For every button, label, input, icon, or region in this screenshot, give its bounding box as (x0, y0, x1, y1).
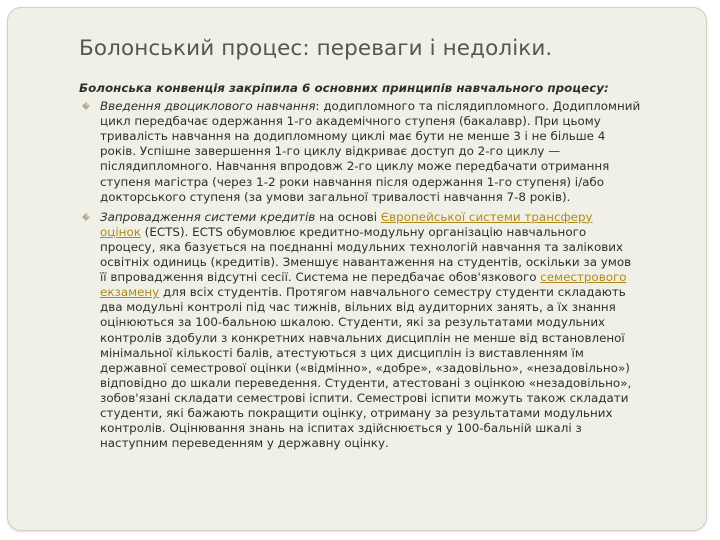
text-span: післядипломного. Навчання впродовж 2-го циклу може передбачати отримання (100, 159, 610, 174)
emphasis-text: Введення двоциклового навчання (100, 99, 316, 114)
emphasis-text: Запровадження системи кредитів (100, 209, 316, 224)
text-line (100, 144, 689, 159)
text-span: зобов'язані складати семестрові іспити. Семестрові іспити можуть також складати (100, 390, 629, 405)
hyperlink[interactable]: оцінок (100, 224, 141, 239)
text-span: : додипломного та післядипломного. Додипломний (315, 99, 641, 114)
text-span: докторського ступеня (за умови загальної тривалості навчання 7-8 років). (100, 189, 571, 204)
text-span: років. Успішне завершення 1-го циклу відкриває доступ до 2-го циклу — (100, 144, 561, 159)
text-line (100, 159, 689, 174)
text-line (100, 255, 689, 270)
text-line (100, 376, 689, 391)
text-span: мінімальної кількості балів, атестуються з цих дисциплін із виставленням їм (100, 345, 584, 360)
text-span: процесу, яка базується на поєднанні модульних технологій навчання та залікових (100, 239, 624, 254)
text-line (100, 285, 689, 300)
text-span: студенти, які бажають покращити оцінку, отриману за результатами модульних (100, 405, 613, 420)
slide-body (79, 81, 689, 456)
text-line (100, 346, 689, 361)
text-line (100, 210, 689, 225)
text-line (100, 114, 689, 129)
hyperlink[interactable]: екзамену (100, 285, 160, 300)
text-line (100, 225, 689, 240)
text-span: відповідно до шкали переведення. Студенти, атестовані з оцінкою «незадовільно», (100, 375, 632, 390)
bullet-marker-icon (81, 212, 91, 222)
lead-paragraph: Болонська конвенція закріпила 6 основних принципів навчального процесу: (79, 81, 609, 95)
bullet-item (79, 99, 689, 205)
bullet-marker-icon (81, 101, 91, 111)
text-span: контролів здобули з конкретних навчальних дисциплін не менше від встановленої (100, 330, 625, 345)
text-span: цикл передбачає одержання 1-го академічного ступеня (бакалавр). При цьому (100, 114, 601, 129)
text-line (100, 391, 689, 406)
text-line (100, 315, 689, 330)
text-line (100, 99, 689, 114)
text-line (100, 129, 689, 144)
text-span: її впровадження відсутні сесії. Система не передбачає обов'язкового (100, 270, 541, 285)
text-span: державної семестрової оцінки («відмінно», «добре», «задовільно», «незадовільно») (100, 360, 630, 375)
text-span: два модульні контролі під час тижнів, вільних від аудиторних занять, а їх знання (100, 300, 616, 315)
hyperlink[interactable]: Європейської системи трансферу (380, 209, 593, 224)
text-line (100, 270, 689, 285)
text-span: наступним переведенням у державну оцінку. (100, 436, 389, 451)
text-span: ступеня магістра (через 1-2 роки навчання після одержання 1-го ступеня) і/або (100, 174, 604, 189)
text-line (100, 361, 689, 376)
text-line (100, 300, 689, 315)
text-span: для всіх студентів. Протягом навчального семестру студенти складають (159, 285, 626, 300)
bullet-item (79, 210, 689, 452)
text-line (100, 175, 689, 190)
slide-title: Болонський процес: переваги і недоліки. (79, 36, 553, 61)
bullet-list (79, 99, 689, 451)
text-line (100, 421, 689, 436)
text-line (100, 190, 689, 205)
text-span: тривалість навчання на додипломному циклі має бути не менше 3 і не більше 4 (100, 129, 606, 144)
text-line (100, 331, 689, 346)
text-span: контролів. Оцінювання знань на іспитах здійснюється у 100-бальній шкалі з (100, 421, 582, 436)
text-line (100, 406, 689, 421)
text-line (100, 436, 689, 451)
text-span: на основі (315, 209, 381, 224)
text-span: освітніх одиниць (кредитів). Зменшує навантаження на студентів, оскільки за умов (100, 255, 632, 270)
text-line (100, 240, 689, 255)
text-span: (ECTS). ECTS обумовлює кредитно-модульну організацію навчального (140, 224, 587, 239)
text-span: оцінюються за 100-бальною шкалою. Студенти, які за результатами модульних (100, 315, 606, 330)
hyperlink[interactable]: семестрового (540, 270, 627, 285)
